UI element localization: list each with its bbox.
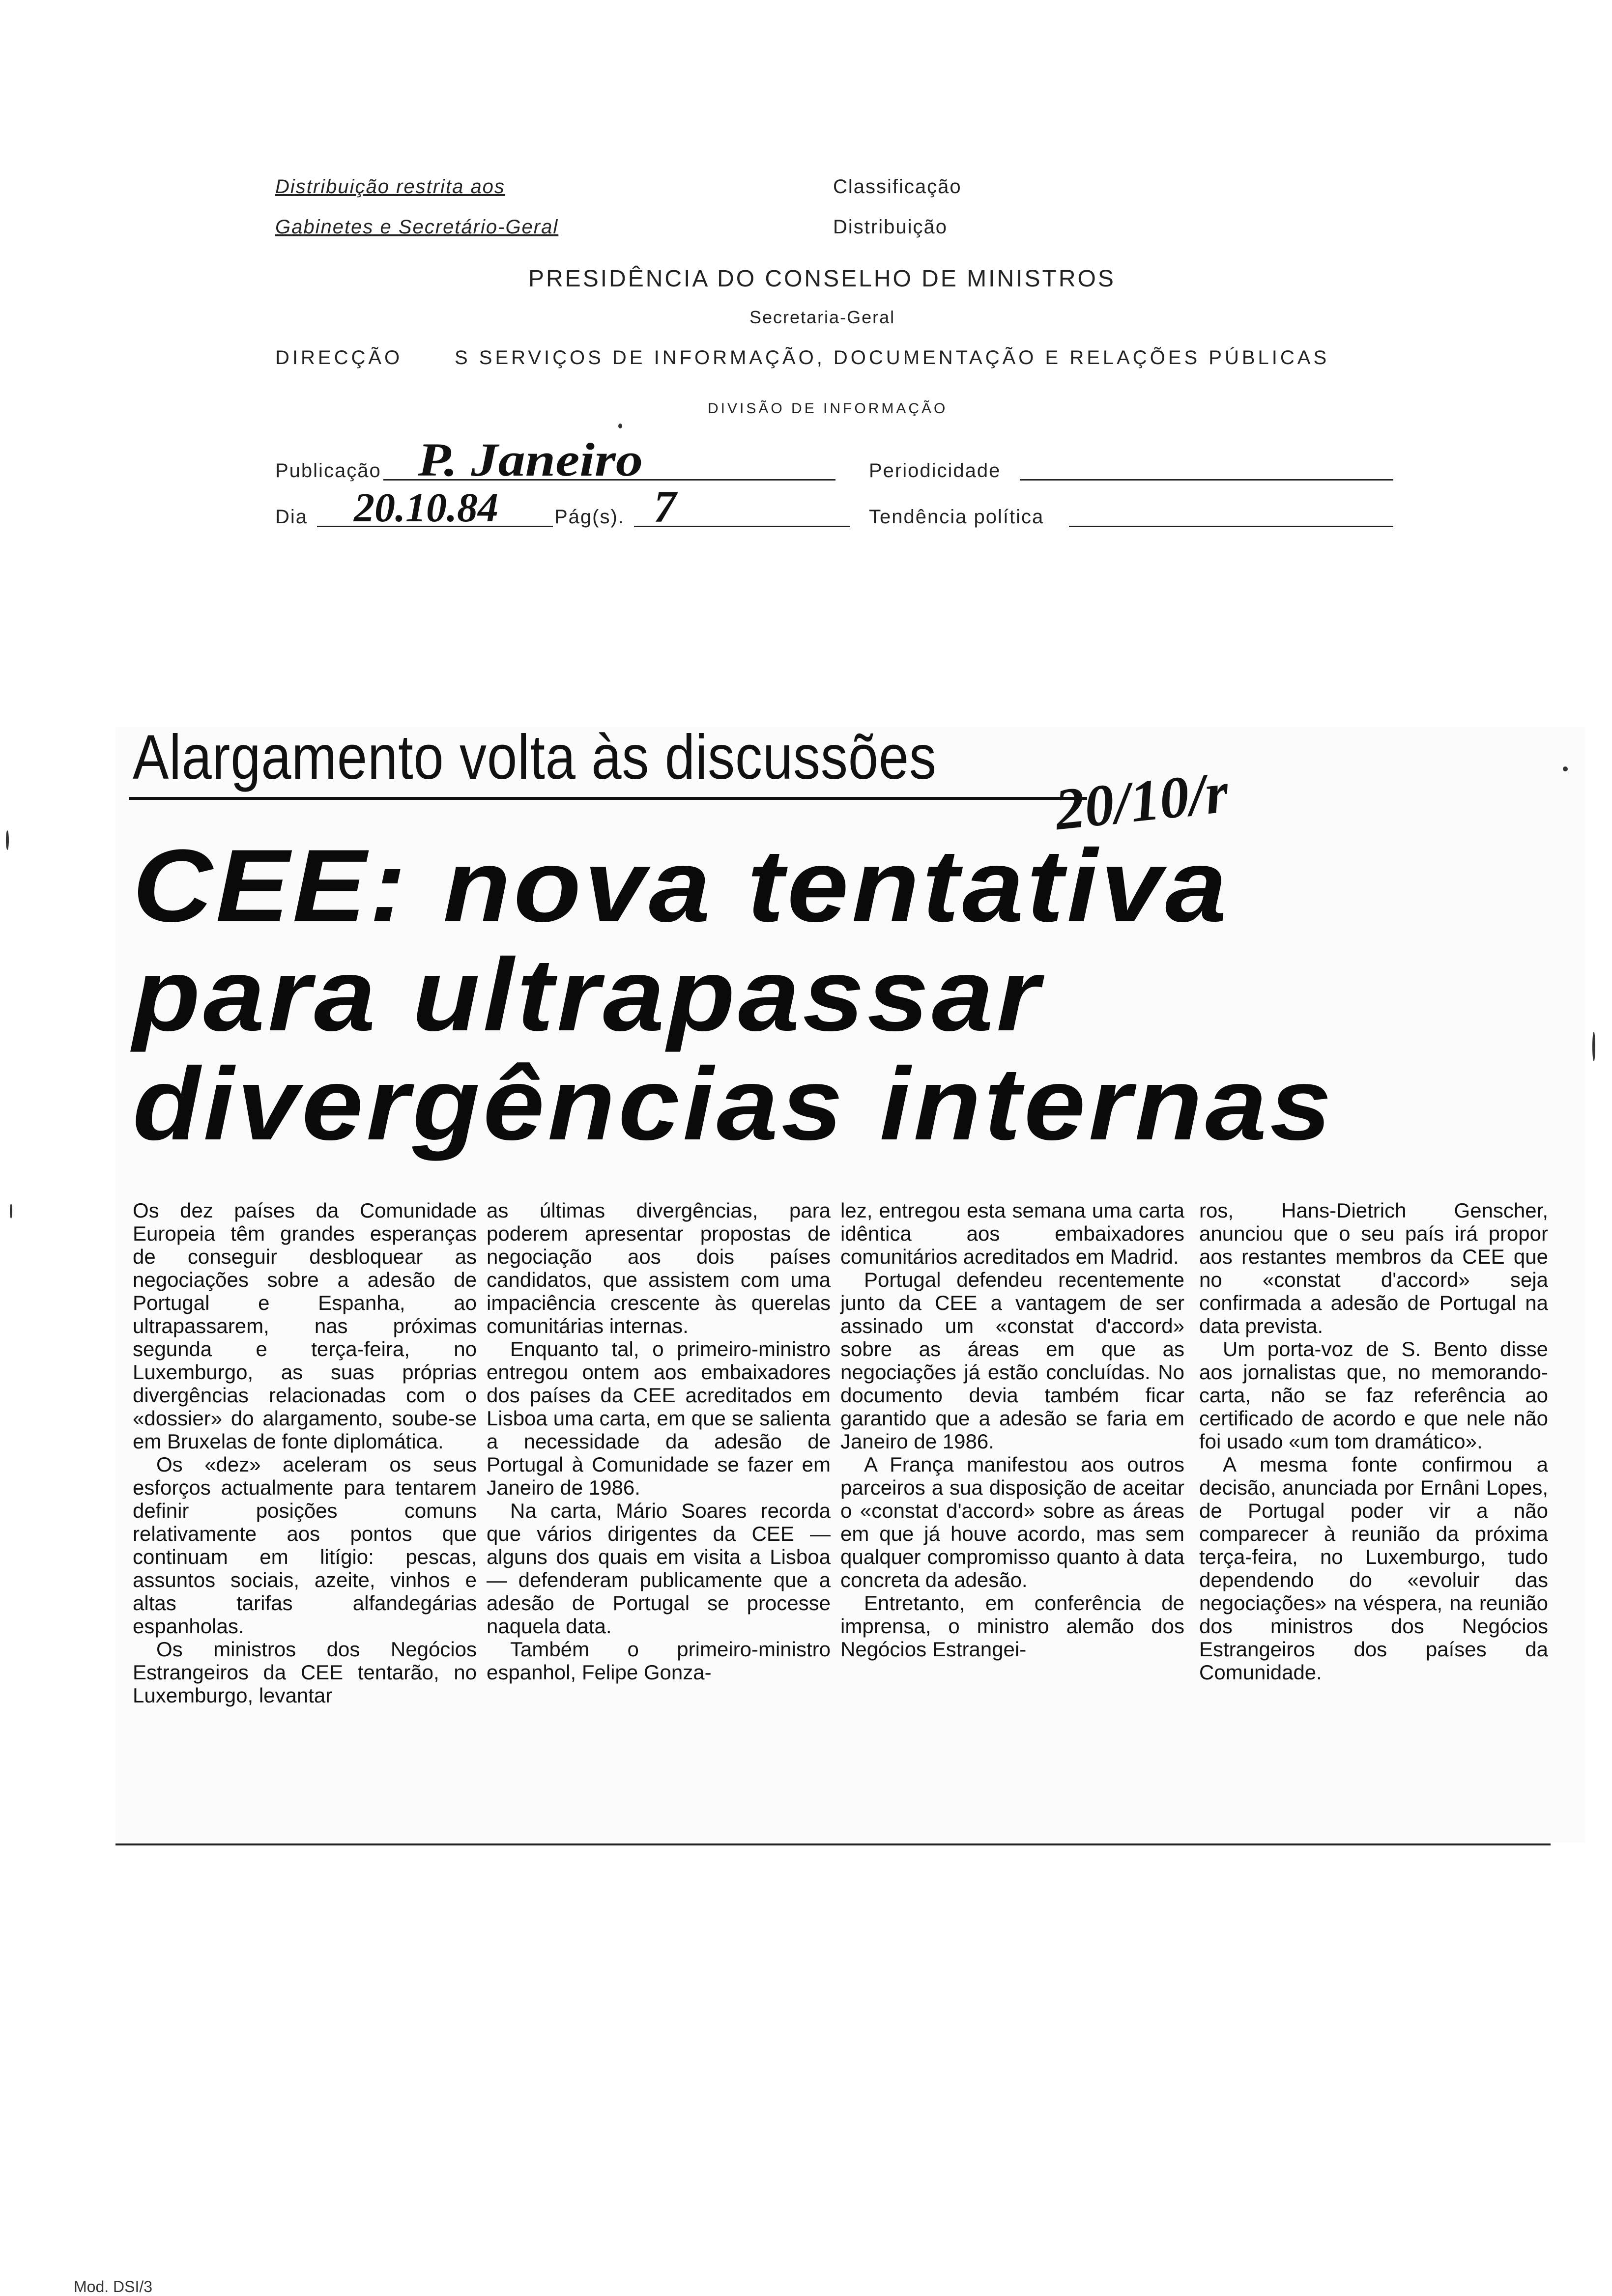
article-headline bbox=[133, 828, 1335, 1162]
paragraph: Os ministros dos Negócios Estrangeiros da CEE tentarão, no Luxemburgo, levantar bbox=[133, 1638, 477, 1707]
presidency-title: PRESIDÊNCIA DO CONSELHO DE MINISTROS bbox=[528, 266, 1116, 292]
classification-label: Classificação bbox=[833, 176, 962, 198]
article-column-1 bbox=[133, 1199, 477, 1707]
scan-speck bbox=[1592, 1032, 1595, 1061]
tendency-line bbox=[1069, 526, 1393, 527]
publication-handwritten: P. Janeiro bbox=[418, 433, 643, 486]
ink-dot bbox=[618, 424, 622, 428]
day-handwritten: 20.10.84 bbox=[354, 485, 498, 531]
paragraph: as últimas divergências, para poderem apresentar propostas de negociação aos dois países candidatos, que assistem com uma impaciência crescente às querelas comunitárias internas. bbox=[487, 1199, 831, 1337]
distribution-label: Distribuição bbox=[833, 216, 948, 238]
division-label: DIVISÃO DE INFORMAÇÃO bbox=[708, 400, 948, 417]
article-column-2 bbox=[487, 1199, 831, 1684]
paragraph: Portugal defendeu recentemente junto da CEE a vantagem de ser assinado um «constat d'accord» sobre as áreas em que as negociações já estão concluídas. No documento devia também ficar garantido que a adesão se faria em Janeiro de 1986. bbox=[840, 1268, 1184, 1453]
paragraph: A França manifestou aos outros parceiros a sua disposição de aceitar o «constat d'accord» sobre as áreas em que já houve acordo, mas sem qualquer compromisso quanto à data concreta da adesão. bbox=[840, 1453, 1184, 1591]
article-column-3 bbox=[840, 1199, 1184, 1661]
headline-line-2: para ultrapassar bbox=[133, 937, 1043, 1052]
paragraph: Os dez países da Comunidade Europeia têm grandes esperanças de conseguir desbloquear as negociações sobre a adesão de Portugal e Espanha, ao ultrapassarem, nas próximas segunda e terça-feira, no Luxemburgo, as suas próprias divergências relacionadas com o «dossier» do alargamento, soube-se em Bruxelas de fonte diplomática. bbox=[133, 1199, 477, 1453]
paragraph: Enquanto tal, o primeiro-ministro entregou ontem aos embaixadores dos países da CEE acreditados em Lisboa uma carta, em que se salienta a necessidade da adesão de Portugal à Comunidade se fazer em Janeiro de 1986. bbox=[487, 1337, 831, 1499]
scan-speck bbox=[1563, 766, 1568, 771]
day-label: Dia bbox=[275, 506, 308, 528]
paragraph: lez, entregou esta semana uma carta idêntica aos embaixadores comunitários acreditados em Madrid. bbox=[840, 1199, 1184, 1268]
periodicity-label: Periodicidade bbox=[869, 460, 1001, 482]
headline-line-3: divergências internas bbox=[133, 1046, 1335, 1162]
article-kicker: Alargamento volta às discussões bbox=[133, 722, 937, 793]
distribution-restriction-line1: Distribuição restrita aos bbox=[275, 176, 505, 198]
clipping-bottom-rule bbox=[115, 1843, 1551, 1845]
paragraph: Na carta, Mário Soares recorda que vários dirigentes da CEE — alguns dos quais em visita a Lisboa — defenderam publicamente que a adesão de Portugal se processe naquela data. bbox=[487, 1499, 831, 1638]
paragraph: Um porta-voz de S. Bento disse aos jornalistas que, no memorando-carta, não se faz referência ao certificado de acordo e que nele não foi usado «um tom dramático». bbox=[1199, 1337, 1548, 1453]
directorate-label: DIRECÇÃO bbox=[275, 347, 403, 368]
pages-handwritten: 7 bbox=[654, 482, 676, 532]
paragraph: Entretanto, em conferência de imprensa, o ministro alemão dos Negócios Estrangei- bbox=[840, 1591, 1184, 1661]
pages-label: Pág(s). bbox=[554, 506, 625, 528]
kicker-rule bbox=[129, 797, 1087, 800]
handwritten-date-note: 20/10/r bbox=[1052, 759, 1232, 843]
paragraph: Também o primeiro-ministro espanhol, Felipe Gonza- bbox=[487, 1638, 831, 1684]
scan-speck bbox=[10, 1204, 12, 1219]
distribution-restriction-line2: Gabinetes e Secretário-Geral bbox=[275, 216, 559, 238]
article-column-4 bbox=[1199, 1199, 1548, 1684]
publication-label: Publicação bbox=[275, 460, 381, 482]
periodicity-line bbox=[1020, 479, 1393, 481]
headline-line-1: CEE: nova tentativa bbox=[133, 828, 1230, 943]
services-label: S SERVIÇOS DE INFORMAÇÃO, DOCUMENTAÇÃO E RELAÇÕES PÚBLICAS bbox=[455, 347, 1330, 368]
form-code: Mod. DSI/3 bbox=[74, 2278, 153, 2296]
tendency-label: Tendência política bbox=[869, 506, 1044, 528]
scan-speck bbox=[6, 830, 9, 850]
paragraph: Os «dez» aceleram os seus esforços actualmente para tentarem definir posições comuns relativamente aos pontos que continuam em litígio: pescas, assuntos sociais, azeite, vinhos e altas tarifas alfandegárias espanholas. bbox=[133, 1453, 477, 1638]
paragraph: ros, Hans-Dietrich Genscher, anunciou que o seu país irá propor aos restantes membros da CEE que no «constat d'accord» seja confirmada a adesão de Portugal na data prevista. bbox=[1199, 1199, 1548, 1337]
paragraph: A mesma fonte confirmou a decisão, anunciada por Ernâni Lopes, de Portugal poder vir a não comparecer à reunião da próxima terça-feira, no Luxemburgo, tudo dependendo do «evoluir das negociações» na véspera, na reunião dos ministros dos Negócios Estrangeiros dos países da Comunidade. bbox=[1199, 1453, 1548, 1684]
secretariat-subtitle: Secretaria-Geral bbox=[749, 307, 895, 327]
